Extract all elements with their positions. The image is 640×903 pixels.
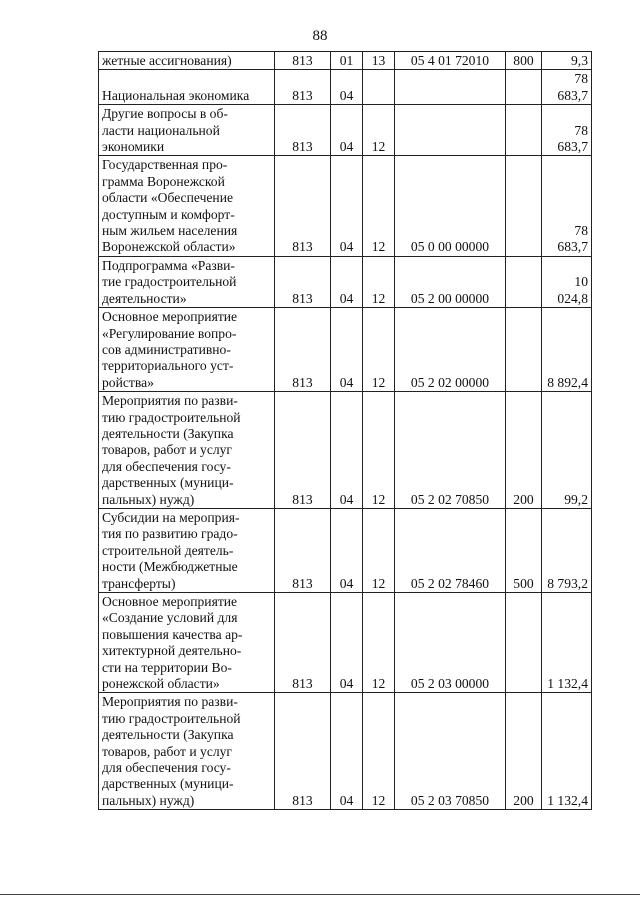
item-name-text: Основное мероприятие «Регулирование вопро- сов административно- территориального уст- ройства» (102, 309, 238, 390)
subsection-code-cell (363, 105, 395, 156)
amount-cell (542, 256, 592, 307)
subsection-code-cell (363, 593, 395, 693)
item-name-text: жетные ассигнования) (102, 53, 232, 68)
subsection-code-text: 12 (371, 676, 386, 692)
department-code-cell (275, 256, 331, 307)
section-code-cell (331, 508, 363, 592)
department-code-text: 813 (292, 139, 313, 155)
department-code-cell (275, 392, 331, 509)
section-code-text: 04 (339, 491, 354, 507)
item-name-text: Государственная про- грамма Воронежской области «Обеспечение доступным и комфорт- ным жильем населения Воронежской области» (102, 157, 238, 255)
subsection-code-cell (363, 156, 395, 256)
section-code-text: 04 (339, 374, 354, 390)
department-code-text: 813 (292, 792, 313, 808)
department-code-text: 813 (292, 53, 313, 68)
section-code-cell (331, 693, 363, 810)
table-row (99, 593, 592, 693)
expense-type-cell (506, 593, 542, 693)
target-article-text: 05 4 01 72010 (410, 53, 490, 68)
item-name-cell (99, 508, 275, 592)
item-name-text: Субсидии на мероприя- тия по развитию градо- строительной деятель- ности (Межбюджетные трансферты) (102, 509, 240, 591)
subsection-code-text: 12 (371, 575, 386, 591)
expense-type-text: 800 (513, 53, 534, 68)
department-code-cell (275, 508, 331, 592)
table-row (99, 392, 592, 509)
section-code-text: 04 (339, 239, 354, 255)
target-article-cell (395, 508, 506, 592)
section-code-text: 04 (339, 792, 354, 808)
item-name-cell (99, 693, 275, 810)
target-article-text: 05 2 02 70850 (410, 491, 490, 507)
department-code-text: 813 (292, 575, 313, 591)
page-number: 88 (312, 28, 328, 44)
amount-text: 78 683,7 (557, 71, 588, 103)
department-code-cell (275, 156, 331, 256)
amount-cell (542, 156, 592, 256)
amount-cell (542, 693, 592, 810)
table-row (99, 308, 592, 392)
expense-type-text: 500 (513, 575, 534, 591)
department-code-cell (275, 105, 331, 156)
target-article-cell (395, 70, 506, 105)
subsection-code-text: 12 (371, 239, 386, 255)
amount-cell (542, 508, 592, 592)
section-code-text: 04 (339, 87, 354, 103)
expense-type-cell (506, 52, 542, 70)
table-row (99, 693, 592, 810)
department-code-cell (275, 308, 331, 392)
target-article-cell (395, 156, 506, 256)
target-article-text: 05 2 03 00000 (410, 676, 490, 692)
amount-cell (542, 70, 592, 105)
item-name-cell (99, 593, 275, 693)
target-article-cell (395, 52, 506, 70)
department-code-text: 813 (292, 290, 313, 306)
item-name-cell (99, 52, 275, 70)
department-code-cell (275, 70, 331, 105)
budget-table (98, 51, 592, 810)
department-code-text: 813 (292, 239, 313, 255)
section-code-cell (331, 70, 363, 105)
amount-cell (542, 308, 592, 392)
subsection-code-text: 13 (371, 53, 386, 68)
target-article-cell (395, 593, 506, 693)
amount-text: 78 683,7 (557, 223, 588, 255)
item-name-cell (99, 256, 275, 307)
subsection-code-cell (363, 508, 395, 592)
table-row (99, 156, 592, 256)
section-code-text: 04 (339, 139, 354, 155)
table-row (99, 105, 592, 156)
section-code-cell (331, 308, 363, 392)
item-name-cell (99, 308, 275, 392)
section-code-cell (331, 105, 363, 156)
item-name-cell (99, 156, 275, 256)
target-article-cell (395, 308, 506, 392)
amount-text: 8 892,4 (547, 374, 588, 390)
item-name-text: Другие вопросы в об- ласти национальной экономики (102, 106, 228, 155)
subsection-code-cell (363, 52, 395, 70)
section-code-cell (331, 392, 363, 509)
item-name-cell (99, 105, 275, 156)
expense-type-cell (506, 256, 542, 307)
section-code-cell (331, 52, 363, 70)
item-name-cell (99, 70, 275, 105)
subsection-code-text: 12 (371, 374, 386, 390)
item-name-text: Национальная экономика (102, 87, 250, 103)
target-article-text: 05 2 00 00000 (410, 290, 490, 306)
target-article-cell (395, 105, 506, 156)
department-code-text: 813 (292, 676, 313, 692)
amount-text: 1 132,4 (547, 792, 588, 808)
subsection-code-text: 12 (371, 139, 386, 155)
amount-cell (542, 593, 592, 693)
department-code-cell (275, 693, 331, 810)
department-code-cell (275, 52, 331, 70)
target-article-cell (395, 256, 506, 307)
expense-type-text: 200 (513, 792, 534, 808)
subsection-code-cell (363, 693, 395, 810)
subsection-code-cell (363, 70, 395, 105)
table-row (99, 52, 592, 70)
expense-type-cell (506, 156, 542, 256)
section-code-text: 01 (339, 53, 354, 68)
department-code-text: 813 (292, 374, 313, 390)
budget-table-body (99, 52, 592, 810)
section-code-cell (331, 593, 363, 693)
expense-type-cell (506, 392, 542, 509)
amount-text: 99,2 (564, 491, 588, 507)
subsection-code-text: 12 (371, 290, 386, 306)
expense-type-cell (506, 693, 542, 810)
amount-cell (542, 392, 592, 509)
table-row (99, 508, 592, 592)
section-code-text: 04 (339, 575, 354, 591)
table-row (99, 70, 592, 105)
amount-text: 78 683,7 (557, 122, 588, 155)
department-code-cell (275, 593, 331, 693)
amount-text: 8 793,2 (547, 575, 588, 591)
target-article-text: 05 2 03 70850 (410, 792, 490, 808)
expense-type-cell (506, 105, 542, 156)
expense-type-text: 200 (513, 491, 534, 507)
item-name-text: Мероприятия по разви- тию градостроительной деятельности (Закупка товаров, работ и услуг для обеспечения госу- дарственных (муници- пальных) нужд) (102, 393, 241, 507)
target-article-cell (395, 392, 506, 509)
footer-rule (0, 894, 640, 895)
expense-type-cell (506, 308, 542, 392)
subsection-code-cell (363, 308, 395, 392)
amount-cell (542, 52, 592, 70)
expense-type-cell (506, 70, 542, 105)
item-name-text: Мероприятия по разви- тию градостроительной деятельности (Закупка товаров, работ и услуг для обеспечения госу- дарственных (муници- пальных) нужд) (102, 694, 241, 808)
target-article-text: 05 2 02 78460 (410, 575, 490, 591)
target-article-text: 05 2 02 00000 (410, 374, 490, 390)
section-code-cell (331, 156, 363, 256)
target-article-cell (395, 693, 506, 810)
section-code-text: 04 (339, 290, 354, 306)
item-name-text: Подпрограмма «Разви- тие градостроительной деятельности» (102, 257, 237, 306)
item-name-cell (99, 392, 275, 509)
subsection-code-text: 12 (371, 792, 386, 808)
amount-text: 1 132,4 (547, 676, 588, 692)
amount-text: 9,3 (571, 53, 588, 68)
subsection-code-cell (363, 256, 395, 307)
section-code-cell (331, 256, 363, 307)
section-code-text: 04 (339, 676, 354, 692)
department-code-text: 813 (292, 491, 313, 507)
item-name-text: Основное мероприятие «Создание условий для повышения качества ар- хитектурной деятельно- сти на территории Во- ронежской области» (102, 594, 243, 692)
table-row (99, 256, 592, 307)
department-code-text: 813 (292, 87, 313, 103)
amount-text: 10 024,8 (557, 274, 588, 306)
target-article-text: 05 0 00 00000 (410, 239, 490, 255)
subsection-code-cell (363, 392, 395, 509)
amount-cell (542, 105, 592, 156)
subsection-code-text: 12 (371, 491, 386, 507)
expense-type-cell (506, 508, 542, 592)
